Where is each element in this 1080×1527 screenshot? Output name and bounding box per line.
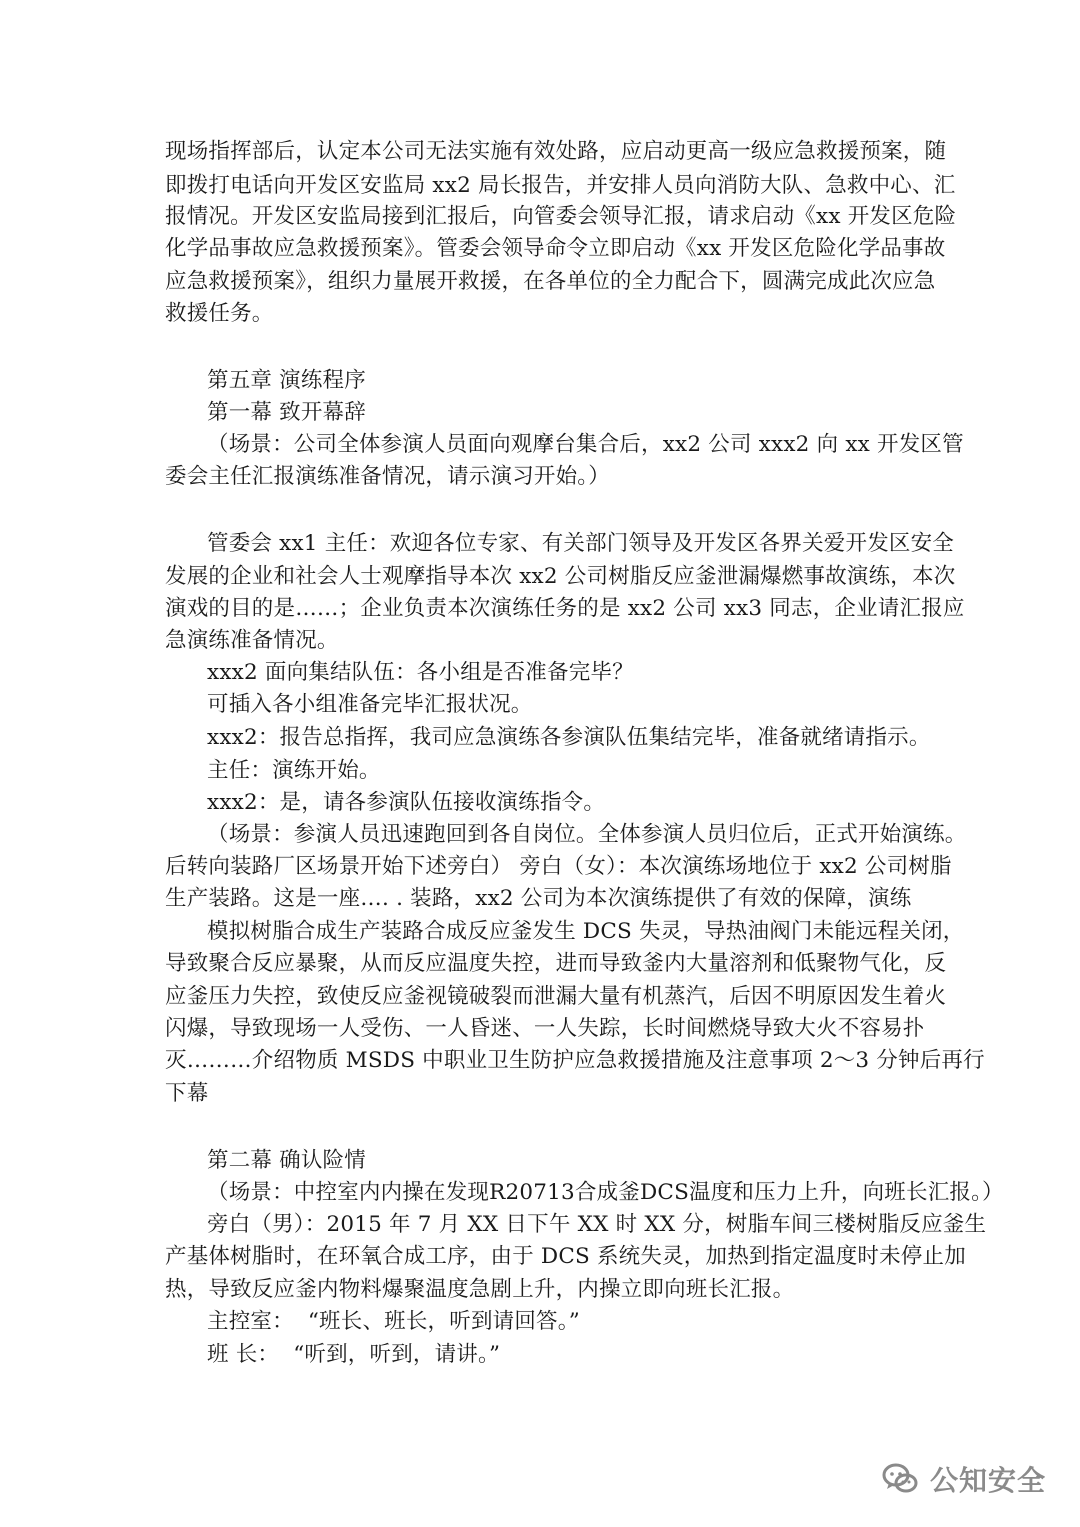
text-line: 发展的企业和社会人士观摩指导本次 xx2 公司树脂反应釜泄漏爆燃事故演练，本次 [165,564,956,589]
text-line: 可插入各小组准备完毕汇报状况。 [207,692,533,717]
text-line: 应釜压力失控，致使反应釜视镜破裂而泄漏大量有机蒸汽，后因不明原因发生着火 [165,984,947,1009]
text-line: xxx2：报告总指挥，我司应急演练各参演队伍集结完毕，准备就绪请指示。 [207,725,931,750]
text-line: 生产装路。这是一座…. . 装路，xx2 公司为本次演练提供了有效的保障，演练 [165,886,912,911]
text-line: 下幕 [165,1081,209,1106]
text-line: （场景：公司全体参演人员面向观摩台集合后，xx2 公司 xxx2 向 xx 开发区管 [207,432,964,457]
chapter-heading: 第五章 演练程序 [207,368,366,393]
text-line: 应急救援预案》，组织力量展开救援，在各单位的全力配合下，圆满完成此次应急 [165,269,936,294]
text-line: 后转向装路厂区场景开始下述旁白） 旁白（女）：本次演练场地位于 xx2 公司树脂 [165,854,952,879]
wechat-icon [880,1459,920,1499]
text-line: 急演练准备情况。 [165,628,339,653]
scene-heading: 第二幕 确认险情 [207,1148,366,1173]
watermark-text: 公知安全 [929,1464,1046,1497]
dialogue-line: 主控室： “班长、班长，听到请回答。” [207,1309,580,1334]
text-line: 产基体树脂时，在环氧合成工序，由于 DCS 系统失灵，加热到指定温度时未停止加 [165,1244,966,1269]
scene-heading: 第一幕 致开幕辞 [207,400,366,425]
text-line: （场景：参演人员迅速跑回到各自岗位。全体参演人员归位后，正式开始演练。 [207,822,967,847]
text-line: 现场指挥部后，认定本公司无法实施有效处路，应启动更高一级应急救援预案，随 [165,139,947,164]
text-line: 救援任务。 [165,301,274,326]
text-line: 热，导致反应釜内物料爆聚温度急剧上升，内操立即向班长汇报。 [165,1277,795,1302]
text-line: 闪爆，导致现场一人受伤、一人昏迷、一人失踪，长时间燃烧导致大火不容易扑 [165,1016,925,1041]
text-line: xxx2 面向集结队伍：各小组是否准备完毕？ [207,660,634,685]
text-line: 演戏的目的是……；企业负责本次演练任务的是 xx2 公司 xx3 同志，企业请汇报应 [165,596,965,621]
text-line: 即拨打电话向开发区安监局 xx2 局长报告，并安排人员向消防大队、急救中心、汇 [165,173,956,198]
text-line: 模拟树脂合成生产装路合成反应釜发生 DCS 失灵，导热油阀门未能远程关闭， [207,919,965,944]
text-line: （场景：中控室内内操在发现R20713合成釜DCS温度和压力上升，向班长汇报。） [207,1180,1004,1205]
text-line: 灭………介绍物质 MSDS 中职业卫生防护应急救援措施及注意事项 2～3 分钟后再行 [165,1048,985,1073]
watermark [880,1459,1046,1499]
dialogue-line: 班 长： “听到，听到，请讲。” [207,1342,501,1367]
text-line: 委会主任汇报演练准备情况，请示演习开始。） [165,464,610,489]
text-line: 主任：演练开始。 [207,758,381,783]
text-line: 旁白（男）：2015 年 7 月 XX 日下午 XX 时 XX 分，树脂车间三楼树脂反应釜生 [207,1212,987,1237]
text-line: 报情况。开发区安监局接到汇报后，向管委会领导汇报，请求启动《xx 开发区危险 [165,204,957,229]
text-line: xxx2：是，请各参演队伍接收演练指令。 [207,790,606,815]
text-line: 化学品事故应急救援预案》。管委会领导命令立即启动《xx 开发区危险化学品事故 [165,236,946,261]
text-line: 管委会 xx1 主任：欢迎各位专家、有关部门领导及开发区各界关爱开发区安全 [207,531,955,556]
text-line: 导致聚合反应暴聚，从而反应温度失控，进而导致釜内大量溶剂和低聚物气化，反 [165,951,947,976]
